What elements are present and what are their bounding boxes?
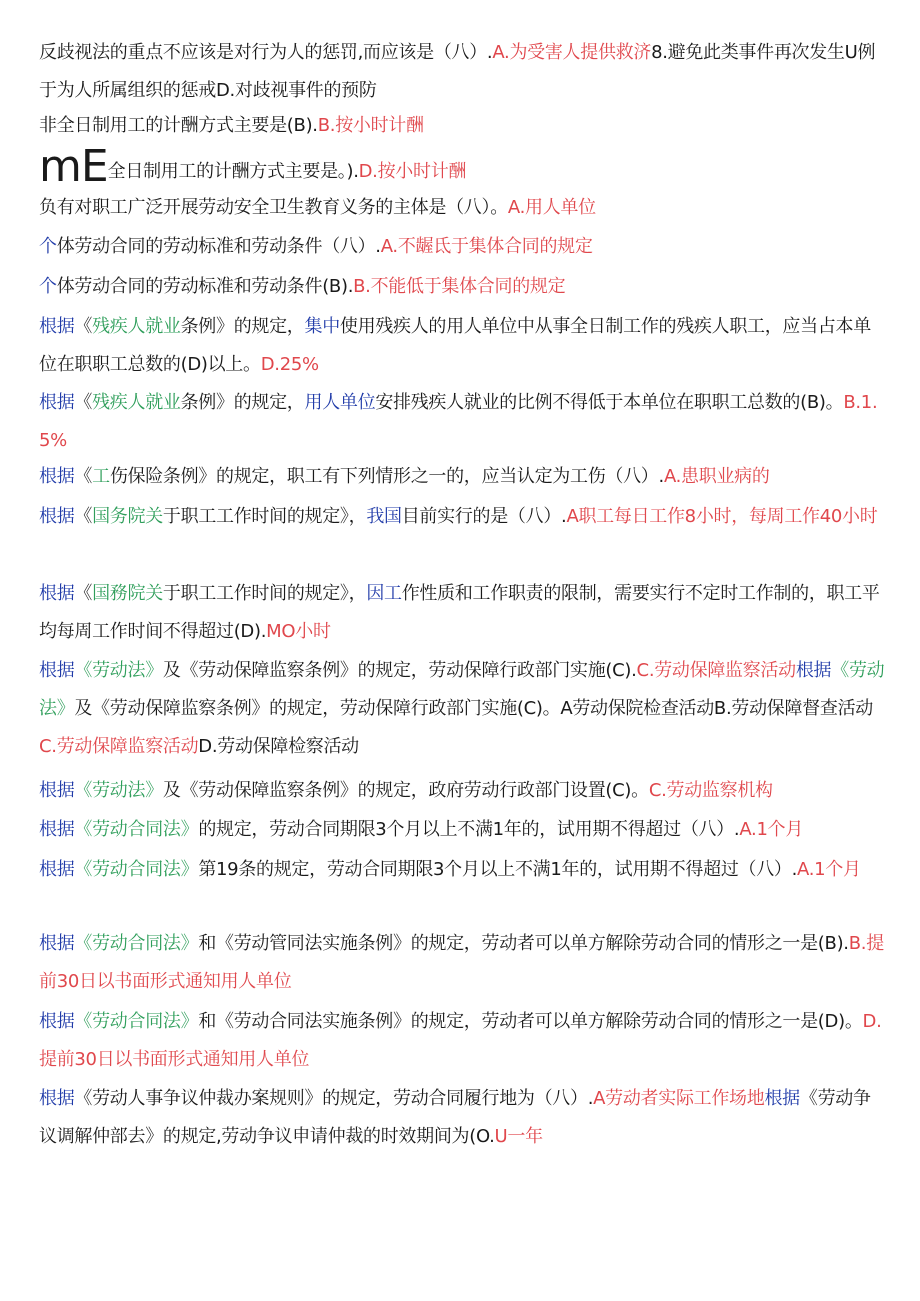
answer-text: A职工每日工作8小时，每周工作40小时 [566, 506, 878, 527]
paragraph [39, 107, 885, 145]
text-run: 残疾人就业 [92, 316, 181, 337]
text-run: 和《劳动合同法实施条例》的规定，劳动者可以单方解除劳动合同的情形之一是(D)。 [198, 1011, 863, 1032]
answer-text: B.按小时计酬 [317, 115, 424, 136]
text-run: 《 [74, 316, 93, 337]
paragraph [39, 1003, 885, 1079]
text-run: 工 [92, 466, 110, 487]
answer-text: C.劳动保障监察活动 [636, 660, 796, 681]
text-run: 根据 [39, 780, 75, 801]
answer-text: A.1个月 [739, 819, 804, 840]
text-run: 根据 [39, 1011, 75, 1032]
text-run: 《 [74, 583, 93, 604]
paragraph [39, 228, 885, 266]
answer-text: C.劳动保障监察活动 [39, 736, 199, 757]
text-run: 《劳动合同法》 [74, 859, 199, 880]
text-run: 根据 [39, 392, 75, 413]
text-run: 条例》的规定， [180, 316, 305, 337]
paragraph [39, 498, 885, 536]
text-run: 《劳动争议调解仲部去》的规定,劳动争议申请仲裁的时效期间为(O. [39, 1088, 871, 1147]
text-run: 根据 [39, 506, 75, 527]
text-run: 8.避免此类事件再次发生U例于为人所属组织的惩戒D.对歧视事件的预防 [39, 42, 876, 101]
answer-text: A.用人单位 [507, 197, 596, 218]
text-run: 非全日制用工的计酬方式主要是(B). [39, 115, 318, 136]
paragraph [39, 141, 885, 192]
paragraph [39, 772, 885, 810]
paragraph [39, 308, 885, 384]
answer-text: A劳动者实际工作场地 [593, 1088, 765, 1109]
text-run: 国务院关 [92, 506, 163, 527]
text-run: 根据 [39, 466, 75, 487]
paragraph [39, 811, 885, 849]
paragraph [39, 652, 885, 766]
paragraph [39, 575, 885, 651]
text-run: 《劳动合同法》 [74, 933, 199, 954]
text-run: 安排残疾人就业的比例不得低于本单位在职职工总数的(B)。 [375, 392, 844, 413]
text-run: 第19条的规定，劳动合同期限3个月以上不满1年的，试用期不得超过（八）. [198, 859, 798, 880]
text-run: 于职工工作时间的规定》， [162, 583, 367, 604]
text-run: 《劳动合同法》 [74, 819, 199, 840]
text-run: 《劳动合同法》 [74, 1011, 199, 1032]
answer-text: B.1.5% [39, 392, 878, 451]
paragraph [39, 925, 885, 1001]
text-run: 集中 [304, 316, 340, 337]
text-run: 《劳动法》 [39, 660, 885, 719]
answer-text: A.不龌氐于集体合同的规定 [380, 236, 593, 257]
text-run: 及《劳动保障监察条例》的规定，劳动保障行政部门实施(C)。A劳动保院检查活动B.劳动保障督查活动 [74, 698, 873, 719]
text-run: 根据 [39, 933, 75, 954]
text-run: 个 [39, 276, 57, 297]
text-run: 根据 [39, 316, 75, 337]
text-run: 负有对职工广泛开展劳动安全卫生教育义务的主体是（八）。 [39, 197, 508, 218]
answer-text: C.劳动监察机构 [648, 780, 773, 801]
answer-text: D.按小时计酬 [358, 161, 467, 182]
answer-text: A.为受害人提供救济 [492, 42, 652, 63]
answer-text: D.提前30日以书面形式通知用人单位 [39, 1011, 882, 1070]
text-run: 伤保险条例》的规定，职工有下列情形之一的，应当认定为工伤（八）. [109, 466, 664, 487]
text-run: 的规定，劳动合同期限3个月以上不满1年的，试用期不得超过（八）. [198, 819, 740, 840]
text-run: 用人单位 [304, 392, 376, 413]
text-run: 根据 [795, 660, 832, 681]
paragraph [39, 268, 885, 306]
answer-text: B.提前30日以书面形式通知用人单位 [39, 933, 884, 992]
paragraph [39, 851, 885, 889]
text-run: 根据 [39, 660, 75, 681]
text-run: 《劳动法》 [74, 780, 163, 801]
text-run: 我国 [366, 506, 402, 527]
text-run: 国務院关 [92, 583, 163, 604]
text-run: 根据 [764, 1088, 800, 1109]
paragraph [39, 34, 885, 110]
text-run: 使用残疾人的用人单位中从事全日制工作的残疾人职工，应当占本单位在职职工总数的(D)以上。 [39, 316, 871, 375]
text-run: 根据 [39, 583, 75, 604]
answer-text: D.25% [260, 354, 319, 375]
text-run: D.劳动保障检察活动 [198, 736, 359, 757]
paragraph [39, 1080, 885, 1156]
answer-text: A.患职业病的 [663, 466, 770, 487]
answer-text: A.1个月 [797, 859, 861, 880]
text-run: 《 [74, 466, 93, 487]
large-glyph: mE [39, 141, 108, 192]
text-run: 个 [39, 236, 57, 257]
text-run: 条例》的规定， [180, 392, 305, 413]
paragraph [39, 458, 885, 496]
text-run: 《劳动人事争议仲裁办案规则》的规定，劳动合同履行地为（八）. [74, 1088, 594, 1109]
text-run: 根据 [39, 819, 75, 840]
paragraph [39, 189, 885, 227]
text-run: 根据 [39, 1088, 75, 1109]
text-run: 于职工工作时间的规定》， [162, 506, 367, 527]
text-run: 根据 [39, 859, 75, 880]
text-run: 和《劳动管同法实施条例》的规定，劳动者可以单方解除劳动合同的情形之一是(B). [198, 933, 849, 954]
text-run: 及《劳动保障监察条例》的规定，政府劳动行政部门设置(C)。 [162, 780, 649, 801]
text-run: 反歧视法的重点不应该是对行为人的惩罚,而应该是（八）. [39, 42, 493, 63]
text-run: 及《劳动保障监察条例》的规定，劳动保障行政部门实施(C). [162, 660, 637, 681]
text-run: 残疾人就业 [92, 392, 181, 413]
text-run: 全日制用工的计酬方式主要是。). [107, 161, 359, 182]
text-run: 体劳动合同的劳动标准和劳动条件（八）. [56, 236, 381, 257]
text-run: 《劳动法》 [74, 660, 163, 681]
answer-text: MO小时 [266, 621, 331, 642]
text-run: 《 [74, 506, 93, 527]
answer-text: U一年 [494, 1126, 543, 1147]
paragraph [39, 384, 885, 460]
text-run: 作性质和工作职责的限制，需要实行不定时工作制的，职工平均每周工作时间不得超过(D). [39, 583, 880, 642]
answer-text: B.不能低于集体合同的规定 [353, 276, 566, 297]
text-run: 体劳动合同的劳动标准和劳动条件(B). [56, 276, 354, 297]
text-run: 《 [74, 392, 93, 413]
text-run: 因工 [366, 583, 402, 604]
text-run: 目前实行的是（八）. [401, 506, 567, 527]
